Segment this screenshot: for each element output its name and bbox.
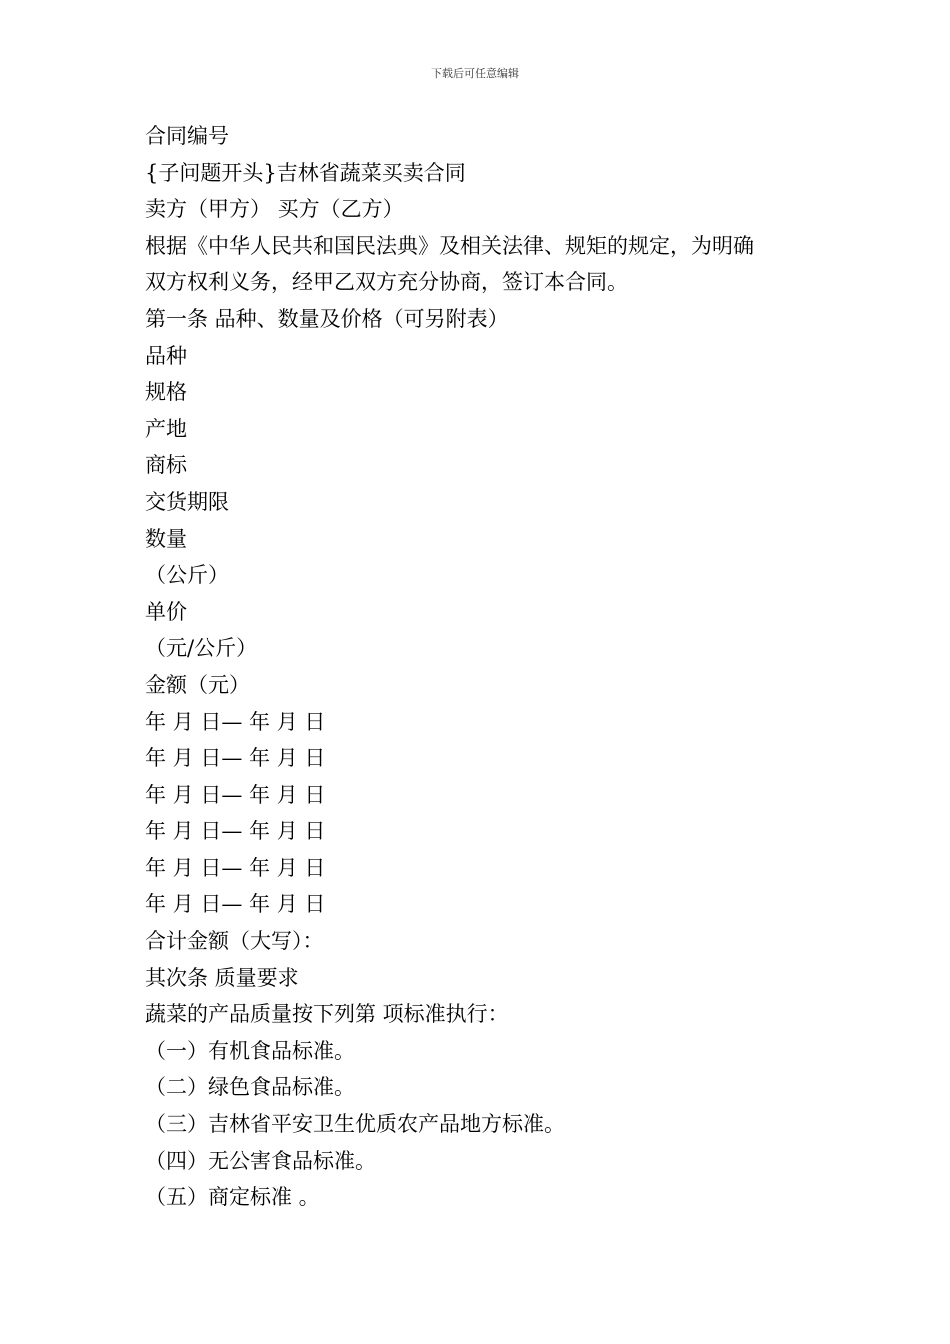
date-range-row: 年 月 日— 年 月 日 xyxy=(145,782,326,807)
field-trademark: 商标 xyxy=(145,453,187,478)
field-unit-price: 单价 xyxy=(145,599,187,624)
preamble-line-2: 双方权利义务，经甲乙双方充分协商，签订本合同。 xyxy=(145,270,628,295)
date-range-row: 年 月 日— 年 月 日 xyxy=(145,709,326,734)
preamble-line-1: 根据《中华人民共和国民法典》及相关法律、规矩的规定，为明确 xyxy=(145,233,754,258)
standard-item-5: （五）商定标准 。 xyxy=(145,1185,320,1210)
document-body xyxy=(145,118,825,1216)
quality-standard-intro: 蔬菜的产品质量按下列第 项标准执行： xyxy=(145,1002,509,1027)
field-quantity: 数量 xyxy=(145,526,187,551)
contract-title: {子问题开头}吉林省蔬菜买卖合同 xyxy=(145,160,466,185)
field-origin: 产地 xyxy=(145,416,187,441)
standard-item-2: （二）绿色食品标准。 xyxy=(145,1075,355,1100)
parties-line: 卖方（甲方） 买方（乙方） xyxy=(145,197,404,222)
date-range-row: 年 月 日— 年 月 日 xyxy=(145,855,326,880)
contract-number-label: 合同编号 xyxy=(145,124,229,148)
standard-item-1: （一）有机食品标准。 xyxy=(145,1038,355,1063)
field-amount: 金额（元） xyxy=(145,672,250,697)
field-unit-price-unit: （元/公斤） xyxy=(145,636,258,661)
date-range-row: 年 月 日— 年 月 日 xyxy=(145,819,326,844)
field-variety: 品种 xyxy=(145,343,187,368)
total-amount-label: 合计金额（大写）： xyxy=(145,929,324,954)
standard-item-4: （四）无公害食品标准。 xyxy=(145,1148,376,1173)
field-quantity-unit: （公斤） xyxy=(145,563,229,588)
page-header-note: 下载后可任意编辑 xyxy=(431,67,519,80)
date-range-row: 年 月 日— 年 月 日 xyxy=(145,892,326,917)
article-1-heading: 第一条 品种、数量及价格（可另附表） xyxy=(145,306,509,331)
date-range-row: 年 月 日— 年 月 日 xyxy=(145,746,326,771)
article-2-heading: 其次条 质量要求 xyxy=(145,965,299,990)
field-specification: 规格 xyxy=(145,380,187,405)
standard-item-3: （三）吉林省平安卫生优质农产品地方标准。 xyxy=(145,1112,565,1137)
field-delivery-period: 交货期限 xyxy=(145,489,229,514)
